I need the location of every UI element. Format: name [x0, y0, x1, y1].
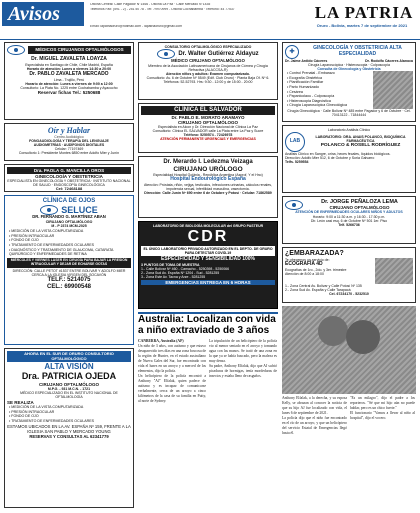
doctor-role: MÉDICO CIRUJANO OFTALMÓLOGO [171, 58, 245, 64]
phone: Celular: 77197469 [54, 147, 84, 152]
ad-photo [375, 258, 413, 284]
ad-subtitle: ATENCIÓN DE ENFERMEDADES OCULARES NIÑOS Y ADULTOS [295, 210, 403, 215]
ad-title: CLÍNICA EL SALVADOR [141, 106, 275, 115]
lab-name: POLANCO & ROSELL RODRÍGUEZ [320, 143, 401, 149]
ad-header-row [7, 45, 131, 55]
address: Dirección: Calle Junín Nº 690 entre 6 de Octubre y Potosí · Celular: 71862589 [144, 191, 272, 196]
doctor-role: CIRUJANO OFTALMÓLOGO [39, 381, 99, 387]
list-item: • Papanicolaou - Colposcopía [287, 94, 370, 98]
column-left [4, 42, 134, 511]
ad-title: ¿EMBARAZADA? [285, 250, 344, 257]
address: Consultorio: La Plata No. 1225 entre Cochabamba y Ayacucho [20, 85, 118, 90]
brand-name: ALTA VISIÓN [44, 362, 94, 372]
article-column [350, 396, 415, 436]
doctor-institution: MÉDICO ESPECIALIZADO EN EL INSTITUTO NACIONAL DE OFTALMOLOGÍA [20, 390, 118, 399]
article-paragraph: La policía dijo que el niño fue encontrado en el río de un arroyo, y que un helicóptero del servicio Estatal de Emergencias llegó hasta él. [282, 415, 347, 435]
ad-note: MIÉRCOLES Y VIERNES LÁSER EN CIRUGÍA PARA BAJAR LA PRESIÓN INTRAOCULAR Y DEJAR DE ECHARSE GOTAS [7, 258, 131, 268]
phone: TELF.: 5214075 [47, 276, 91, 283]
list-item: • MEDICIÓN DE LA VISTA COMPUTARIZADA [9, 229, 131, 233]
address: ESTAMOS UBICADOS EN LA AV. ESPAÑA Nº 159, FRENTE A LA IGLESIA SAN PABLO Y MERCADO YOUNG [7, 424, 131, 434]
ad-header: LABORATORIO DE BIOLOGÍA MOLECULAR del GRUPO PASTEUR [152, 224, 264, 228]
article-paragraph: La tripulación de un helicóptero de la policía vio al menor sentado en el arroyo y tomando agua con las manos. Se trató de una zona en la que ya se había buscado, pero la maleza es muy densa. [209, 339, 277, 363]
ad-title: GINECOLOGÍA Y OBSTETRICIA ALTA ESPECIALIDAD [313, 45, 402, 57]
doctor-hours: Horario de atención: Lunes a viernes 14:30 a 20:00 [26, 66, 112, 71]
address: Consultorio 1: Presidente Montes 6850 entre Adolfo Mier y Junín [18, 151, 120, 156]
doctor-role: CIRUJANO OFTALMÓLOGO [329, 205, 390, 211]
section-title: Avisos [2, 2, 84, 26]
doctor-role: CIRUJANO OFTALMÓLOGO [178, 120, 238, 126]
article-continuation [282, 396, 416, 436]
ad-clinica-seluce [4, 195, 134, 345]
address: Cirugía Ginecológica · Calle Bolívar Nº 485 entre Pagador y 6 de Octubre · Cel. 70413122 - 71844444 [287, 109, 411, 118]
ad-line: AUDIOMETRÍAS · AUDÍFONOS DIGITALES [33, 143, 105, 148]
person-head-shape [346, 320, 380, 354]
points-heading: 3 PUNTOS DE TOMA DE MUESTRA [141, 263, 200, 268]
phone: Cel: 72468188 [55, 186, 83, 192]
ad-line: Te ofrecemos un servicio de: [285, 258, 330, 263]
phone: CEL.: 69900548 [46, 283, 92, 290]
medical-logo-icon: ✚ [285, 45, 299, 59]
list-item: • FONDO DE OJO [9, 238, 131, 242]
phone: Telf. 5266736 [338, 222, 360, 227]
doctor-name: Dr. Jaime Ardido Cáceres [285, 59, 328, 63]
phone: Telfs. 5259554 [285, 160, 309, 165]
ad-description: Miembro de la Asociación Latinoamericana de Cirujanos de Córnea y Cirugía Refractiva (ALACCSA-R) [148, 63, 268, 72]
sample-point: 3.- Zona Este Av. Tacna y Arze - 5281255 [141, 275, 206, 280]
reservation-phone: RESERVAS Y CONSULTAS AL 62341779 [29, 433, 109, 439]
ad-alta-vision [4, 348, 134, 508]
hospital-name: Hospital Endourológico España [170, 176, 246, 183]
list-item: • DIAGNÓSTICO Y TRATAMIENTO DE GLAUCOMA, CATARATA QUIRÚRGICO Y ENFERMEDADES DE RETINA [9, 248, 131, 256]
ad-title: CLÍNICA DE OJOS [42, 198, 96, 204]
doctor-name: Dra. PATRICIA OJEDA [21, 371, 117, 382]
ad-laboratorio-polanco [282, 125, 416, 193]
eye-icon [7, 45, 25, 55]
phone: Cel. 67234170 - 5232510 [329, 292, 369, 297]
ad-description: ESPECIALISTA EN GINECOLOGÍA Y OBSTETRICIA · INSTITUTO NACIONAL DE SALUD · ENDOSCOPÍA GINECOLÓGICA [7, 179, 131, 188]
office-email: Email: lapatriaoruro@hotmail.com - lapatriaoruro@gmail.com [90, 25, 183, 28]
article-columns [138, 339, 278, 404]
ad-title: LABORATORIO: DRA. ANAIS POLANCO, BIOQUÍMICA FARMACÉUTICA [315, 135, 406, 144]
ad-line: ECOGRAFÍA 4D [285, 261, 323, 268]
list-item: • Cirugía Laparoscópica Ginecológica [287, 103, 370, 107]
ad-photo [373, 71, 413, 109]
ad-subtitle: Centro Audiológico [54, 135, 84, 140]
office-info [90, 3, 310, 28]
list-item: • Cesárea [287, 90, 370, 94]
doctor-block [306, 199, 413, 210]
ad-description: Análisis Clínico en Sangre, orina, heces fecales, líquidos biológicos. [285, 152, 391, 157]
doctor-name: DR. FERNANDO G. MARTÍNEZ ABAN [32, 214, 106, 220]
list-item: • PRESIÓN INTRAOCULAR [9, 410, 131, 414]
ad-ginecologia-mancilla [4, 164, 134, 192]
ad-footer: EMERGENCIAS ENTREGA EN 6 HORAS [141, 280, 275, 285]
ad-description: Atención: Próstata, riñón, vejiga, testículos, infecciones urinarias, cálculos renales, impotencia sexual, infertilidad masculina, vasectomía. [143, 183, 272, 192]
office-line: Teléfonos Fax: (591 - 2) - 251 50 78 - Tel: 79970999 - Oficina Cochabamba · Teléfono: 44 77537 [90, 7, 235, 11]
brand-name: CDR [187, 228, 229, 246]
doctor-credentials: Especialista en Santiago de Chile, Chile Madrid, España [25, 62, 113, 67]
address: Dir. León casi esq. 6 de Octubre Nº 501 1er. Piso [310, 218, 388, 223]
address: Consultorio: Av. 6 de Octubre Nº 5549 (Edif. Club Oruro) · Planta Baja Of. Nº 6. Teléfonos: 52-52793. Hrs: 9:30 - 12:00 y de 15:00 - 20:00 [146, 75, 270, 84]
ad-line: Atención de 8:00 a 18:00 [285, 271, 324, 276]
article-paragraph: "Es un milagro", dijo el padre a los reporteros. "Sé que mi hijo aún no puede hablar, pero es un chico fuerte." [350, 396, 415, 410]
address: DIRECCIÓN: CALLE PETOT #1537 ENTRE BOLIVAR Y ADOLFO MIER CERCA A LA IGLESIA VIRGEN DEL SOCAVÓN [12, 268, 126, 277]
doctor-name: Dr. MIGUEL ZAVALETA LOAYZA [31, 56, 107, 62]
ad-title: Dra. PAOLA G. MANCILLA OROS [7, 167, 131, 174]
doctor-name: Dr. PABLO E. MORATO ARAMAYO [171, 114, 245, 120]
ad-highlight: ESPECIFICIDAD Y SENSIBILIDAD 100% [160, 256, 255, 263]
services-list [285, 71, 370, 109]
address: 2.- Zona Sud Av. España y Calle Tarapacá [285, 288, 351, 293]
ad-laboratorio-cdr [138, 221, 278, 309]
article-column [138, 339, 206, 404]
doctor-specialty: Especialidad Hospital Goiânia - República Argentina (Asprof, Y el Hno) [153, 173, 263, 178]
office-line: Oficina Central: Calle Pagador N°1466 - Oficina La Paz · Calle Mercado N°1435 [90, 3, 211, 6]
ad-subtitle: GINECOLOGÍA Y OBSTETRICIA [35, 174, 103, 180]
doctor-name: Dr. Rodolfo Cáceres Alanoca [365, 59, 413, 63]
services-heading: Consulta de Ginecología y Obstetricia [317, 67, 381, 72]
list-item: • MEDICIÓN DE LA VISTA COMPUTARIZADA [9, 405, 131, 409]
list-item: • Planificación Familiar [287, 80, 370, 84]
eye-icon [285, 200, 303, 210]
list-item: • FONDO DE OJO [9, 414, 131, 418]
doctor-name: Dr. PABLO ZAVALETA MERCADO [29, 70, 109, 77]
article-paragraph: Un helicóptero de la policía encontró a Anthony "AJ" Elfalak, quien padece de autismo y es incapaz de comunicarse verbalmente, cerca de un arroyo a cinco kilómetros de la casa de su familia en Putty, al norte de Sydney. [138, 373, 206, 403]
article-headline: Australia: Localizan con vida a niño extraviado de 3 años [138, 312, 278, 337]
ad-header-row [285, 45, 413, 59]
ad-header: CONSULTORIO OFTALMOLÓGICO ESPECIALIZADO [164, 45, 252, 49]
column-right [282, 42, 416, 436]
list-item: • TRATAMIENTO DE ENFERMEDADES OCULARES [9, 419, 131, 423]
services-list [7, 229, 131, 256]
doctor-name: Dr. Merardo I. Ledezma Veizaga [163, 159, 253, 165]
list-item: • TRATAMIENTO DE ENFERMEDADES OCULARES [9, 243, 131, 247]
sample-point: 1.- Calle Bolívar Nº 460 - Camacho - 5250398 - 5250066 [141, 267, 230, 272]
ad-lines [285, 258, 372, 284]
services-heading: SE REALIZA [7, 399, 34, 405]
list-item: • PRESIÓN INTRAOCULAR [9, 234, 131, 238]
doctor-row [285, 199, 413, 210]
column-middle [138, 42, 278, 404]
doctor-name: Dr. Walter Gutiérrez Aldayuz [178, 50, 259, 57]
ad-line: FONOAUDIOLOGÍA Y TERAPIA DEL LENGUAJE [29, 139, 109, 144]
ad-title: Oír y Hablar [47, 126, 91, 135]
article-photo [282, 306, 416, 394]
ad-medicos-oftalmologos [4, 42, 134, 120]
office-hours: Horario: 9:00 a 11:30 a.m. y 16:30 - 17:30 p.m. [312, 214, 386, 219]
brand-name: SELUCE [61, 204, 98, 215]
lab-title-block [308, 135, 413, 149]
reservation-phone: Reservar fichas Tel.: 5250688 [37, 89, 101, 95]
article-paragraph: El funcionario "Vamos a llevar al niño al hospital", dijo el vocero. [350, 410, 415, 420]
doctor-hours: Horario de atención: Lunes a viernes de 9:00 a 12:00 [25, 81, 113, 86]
article-paragraph: Anthony Elfalak, a la derecha, y su esposa Kelly, se abrazan al conocer la noticia de que su hijo AJ fue localizado con vida, el lunes 6 de septiembre de 2021. [282, 396, 347, 415]
address: 1.- Zona Central Av. Bolívar y Calle Potosí Nº 135 [285, 284, 362, 289]
ad-clinica-salvador [138, 103, 278, 153]
ad-subtitle: Cirugía Laparoscópica · Histeroscopia · Colposcopía [308, 63, 390, 68]
ad-line: Ecografías de 1ro., 2do. y 3er. trimestre [285, 267, 347, 272]
services-list [7, 405, 131, 423]
ad-title: MÉDICOS CIRUJANOS OFTALMÓLOGOS [28, 46, 131, 53]
news-article [138, 312, 278, 404]
list-item: • Ecografía Obstétrica [287, 76, 370, 80]
ad-ledezma-urologo [138, 156, 278, 218]
doctor-role: CIRUJANO URÓLOGO [173, 165, 243, 173]
ad-oir-hablar [4, 123, 134, 161]
person-head-shape [318, 316, 348, 346]
doctor-name: Dr. JORGE PEÑALOZA LEMA [321, 199, 398, 205]
article-column [282, 396, 347, 436]
phone: Teléfono: 5250574 - 72426978 [183, 133, 233, 138]
ad-ginecologia-obstetricia [282, 42, 416, 122]
ad-gutierrez [138, 42, 278, 100]
ad-description: Especialista en Alcon y Dr. Dirección Nacional de Clínica La Paz [158, 125, 258, 130]
dateline: Oruro - Bolivia, martes 7 de septiembre de 2021 [316, 23, 408, 28]
sample-point: 2.- Zona Sud Av. España Nº 1204 - Sud - 5281255 [141, 271, 220, 276]
address: Dirección: Adolfo Mier 512, 6 de Octubre y Soria Galvarro [285, 156, 375, 161]
list-item: • Histeroscopia Diagnóstica [287, 99, 370, 103]
article-paragraph: Su padre, Anthony Elfalak, dijo que AJ sufrió picaduras de hormigas, tenía mordeduras de insectos y estaba lleno de rasguños. [209, 363, 277, 378]
list-item: • Parto Humanizado [287, 85, 370, 89]
list-item: • Control Prenatal - Embarazo [287, 71, 370, 75]
services-row [285, 71, 413, 109]
ad-embarazada [282, 247, 416, 303]
ad-body [285, 258, 413, 284]
doctor-credentials: Lima - Trujillo, Perú [53, 77, 85, 82]
article-paragraph: Un niño de 3 años, con autismo y que estuvo desaparecido tres días en una zona boscosa de la región de Hunter, en el estado australiano de Nueva Gales del Sur, fue encontrado con vida el lunes en un arroyo y a merced de los elementos, dijo la policía. [138, 343, 206, 373]
ad-header: Laboratorio Análisis Clínico [327, 128, 371, 132]
page-header [0, 0, 420, 40]
article-byline: CANBERRA, Australia (AP) [138, 339, 184, 343]
doctor-matricula: M - P 2374 MCM-2025 [51, 224, 87, 229]
article-column [209, 339, 277, 404]
doctor-matricula: M.P.G. - 931 M.C.N. - 1721 [47, 386, 91, 391]
ad-note: ATENCIÓN PERMANENTE URGENCIAS Y EMERGENCIAS [160, 137, 256, 142]
lab-logo-icon: LAB [285, 132, 305, 152]
address: Consultorio: Clínica EL SALVADOR calle La Plata entre La Paz y Sucre [152, 129, 264, 134]
doctor-role: CIRUJANO OFTALMÓLOGO [45, 220, 93, 225]
newspaper-name: LA PATRIA [314, 3, 414, 22]
ad-description: EL ÚNICO LABORATORIO PRIVADO AUTORIZADO EN EL DEPTO. DE ORURO PARA DETECTAR COVID-19 [141, 246, 275, 256]
ad-penaloza [282, 196, 416, 244]
brand-row [285, 132, 413, 152]
ad-service: Atención niños y adultos: Examen computarizado. [165, 71, 250, 76]
ad-title: AHORA EN EL SUR DE ORURO CONSULTORIO OFTALMOLÓGICO [7, 351, 131, 362]
